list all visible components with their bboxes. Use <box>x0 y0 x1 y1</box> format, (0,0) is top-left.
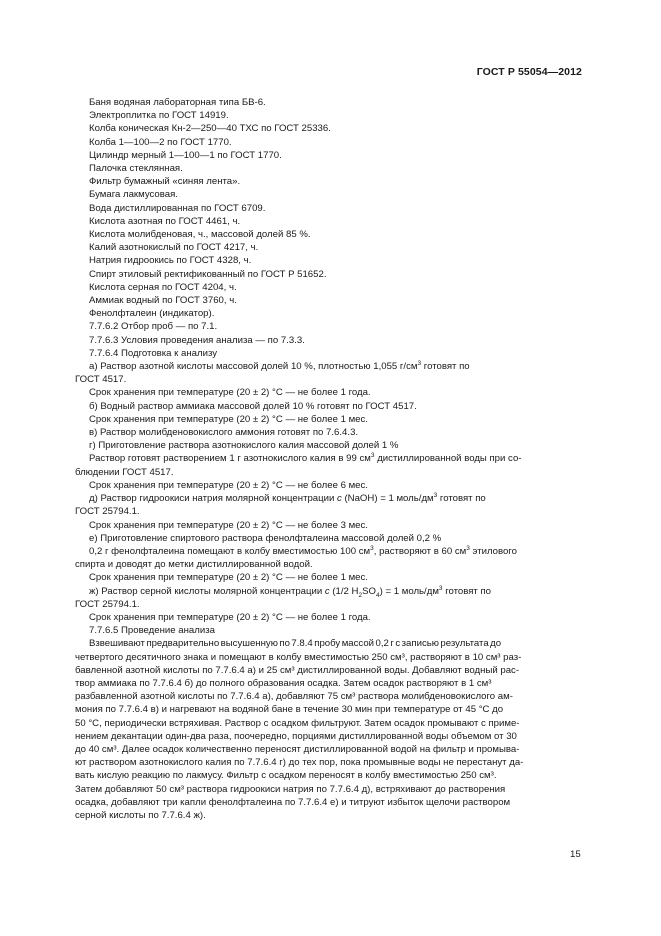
paragraph-d-line-1: Раствор готовят растворением 1 г азотнокислого калия в 99 $см^3$ дистиллированной воды при со- <box>89 452 522 465</box>
equipment-list-item: 7.7.6.2 Отбор проб — по 7.1. <box>89 321 218 333</box>
procedure-line: нением декантации один-два раза, поочередно, порциями дистиллированной воды объемом от 30 <box>75 730 517 742</box>
equipment-list-item: Фенолфталеин (индикатор). <box>89 308 215 320</box>
equipment-list-item: Бумага лакмусовая. <box>89 189 178 201</box>
paragraph-b: б) Водный раствор аммиака массовой долей 10 % готовят по ГОСТ 4517. <box>89 400 417 412</box>
paragraph-g-line-2: ГОСТ 25794.1. <box>75 598 140 610</box>
paragraph-d-line-2: блюдении ГОСТ 4517. <box>75 466 174 478</box>
equipment-list-item: 7.7.6.4 Подготовка к анализу <box>89 347 218 359</box>
equipment-list-item: Аммиак водный по ГОСТ 3760, ч. <box>89 295 237 307</box>
storage-note-d: Срок хранения при температуре (20 ± 2) °С — не более 6 мес. <box>89 479 368 491</box>
equipment-list-item: Натрия гидроокись по ГОСТ 4328, ч. <box>89 255 252 267</box>
paragraph-f-title: е) Приготовление спиртового раствора фенолфталеина массовой долей 0,2 % <box>89 532 442 544</box>
procedure-line: Взвешивают предварительно высушенную по 7.8.4 пробу массой 0,2 г с записью результата до <box>89 638 502 650</box>
storage-note-a: Срок хранения при температуре (20 ± 2) °С — не более 1 года. <box>89 387 371 399</box>
procedure-line: четвертого десятичного знака и помещают в колбу вместимостью 250 см³, растворяют в 10 см³ раз- <box>75 651 522 663</box>
equipment-list-item: Фильтр бумажный «синяя лента». <box>89 176 241 188</box>
equipment-list-item: Вода дистиллированная по ГОСТ 6709. <box>89 202 266 214</box>
procedure-line: до 40 см³. Далее осадок количественно переносят дистиллированной водой на фильтр и промыва- <box>75 743 520 755</box>
paragraph-a-line-2: ГОСТ 4517. <box>75 374 127 386</box>
procedure-line: вать кислую реакцию по лакмусу. Фильтр с осадком переносят в колбу вместимостью 250 см³. <box>75 770 497 782</box>
analysis-procedure-paragraph <box>75 637 582 822</box>
equipment-list-item: Кислота серная по ГОСТ 4204, ч. <box>89 281 237 293</box>
procedure-line: осадка, добавляют три капли фенолфталеина по 7.7.6.4 е) и титруют избыток щелочи раствором <box>75 796 511 808</box>
paragraph-e-line-2: ГОСТ 25794.1. <box>75 506 140 518</box>
procedure-line: 50 °С, периодически встряхивая. Раствор с осадком фильтруют. Затем осадок промывают с приме- <box>75 717 520 729</box>
procedure-line: ют раствором азотнокислого калия по 7.7.6.4 г) до тех пор, пока промывные воды не перестанут да- <box>75 757 524 769</box>
page-content <box>75 96 582 822</box>
procedure-line: разбавленной азотной кислоты по 7.7.6.4 а), добавляют 75 см³ раствора молибденовокислого ам- <box>75 691 513 703</box>
equipment-list-item: Спирт этиловый ректификованный по ГОСТ Р 51652. <box>89 268 327 280</box>
procedure-line: Затем добавляют 50 см³ раствора гидроокиси натрия по 7.7.6.4 д), встряхивают до растворения <box>75 783 506 795</box>
procedure-line: мония по 7.7.6.4 в) и нагревают на водяной бане в течение 30 мин при температуре от 45 °С до <box>75 704 504 716</box>
equipment-list-item: Палочка стеклянная. <box>89 163 183 175</box>
procedure-line: бавленной азотной кислоты по 7.7.6.4 а) и 25 см³ дистиллированной воды. Добавляют водный рас- <box>75 664 520 676</box>
equipment-list-item: Баня водяная лабораторная типа БВ-6. <box>89 97 266 108</box>
page-number: 15 <box>570 849 581 860</box>
document-id-header: ГОСТ Р 55054—2012 <box>476 66 582 78</box>
section-heading-analysis: 7.7.6.5 Проведение анализа <box>89 625 215 637</box>
paragraph-f-line-2: спирта и доводят до метки дистиллированной водой. <box>75 559 313 571</box>
procedure-line: твор аммиака по 7.7.6.4 б) до полного образования осадка. Затем осадок растворяют в 1 см³ <box>75 677 492 689</box>
equipment-list-item: Электроплитка по ГОСТ 14919. <box>89 110 229 122</box>
paragraph-g-line-1: ж) Раствор серной кислоты молярной концентрации c (1/2 $H_2SO_4) = 1$ моль/$дм^3$ готовят по <box>89 584 492 599</box>
procedure-line: серной кислоты по 7.7.6.4 ж). <box>75 809 206 821</box>
equipment-list-item: 7.7.6.3 Условия проведения анализа — по 7.3.3. <box>89 334 305 346</box>
storage-note-g: Срок хранения при температуре (20 ± 2) °С — не более 1 года. <box>89 611 371 623</box>
paragraph-d-title: г) Приготовление раствора азотнокислого калия массовой долей 1 % <box>89 440 399 452</box>
storage-note-e: Срок хранения при температуре (20 ± 2) °С — не более 3 мес. <box>89 519 368 531</box>
paragraph-f-line-1: 0,2 г фенолфталеина помещают в колбу вместимостью 100 $см^3$, растворяют в 60 $см^3$ этилового <box>89 544 517 557</box>
equipment-list-item: Кислота азотная по ГОСТ 4461, ч. <box>89 215 241 227</box>
storage-note-f: Срок хранения при температуре (20 ± 2) °С — не более 1 мес. <box>89 572 368 584</box>
equipment-list-item: Кислота молибденовая, ч., массовой долей 85 %. <box>89 229 311 241</box>
equipment-list-item: Цилиндр мерный 1—100—1 по ГОСТ 1770. <box>89 149 282 161</box>
paragraph-e-line-1: д) Раствор гидроокиси натрия молярной концентрации c (NaOH) = 1 моль/$дм^3$ готовят по <box>89 491 486 505</box>
storage-note-b: Срок хранения при температуре (20 ± 2) °С — не более 1 мес. <box>89 413 368 425</box>
equipment-list <box>75 96 582 360</box>
paragraph-c: в) Раствор молибденовокислого аммония готовят по 7.6.4.3. <box>89 427 359 439</box>
paragraph-a-line-1: а) Раствор азотной кислоты массовой долей 10 %, плотностью 1,055 $г/см^3$ готовят по <box>89 359 470 373</box>
equipment-list-item: Колба 1—100—2 по ГОСТ 1770. <box>89 136 232 148</box>
equipment-list-item: Колба коническая Кн-2—250—40 ТХС по ГОСТ 25336. <box>89 123 331 135</box>
equipment-list-item: Калий азотнокислый по ГОСТ 4217, ч. <box>89 242 259 254</box>
